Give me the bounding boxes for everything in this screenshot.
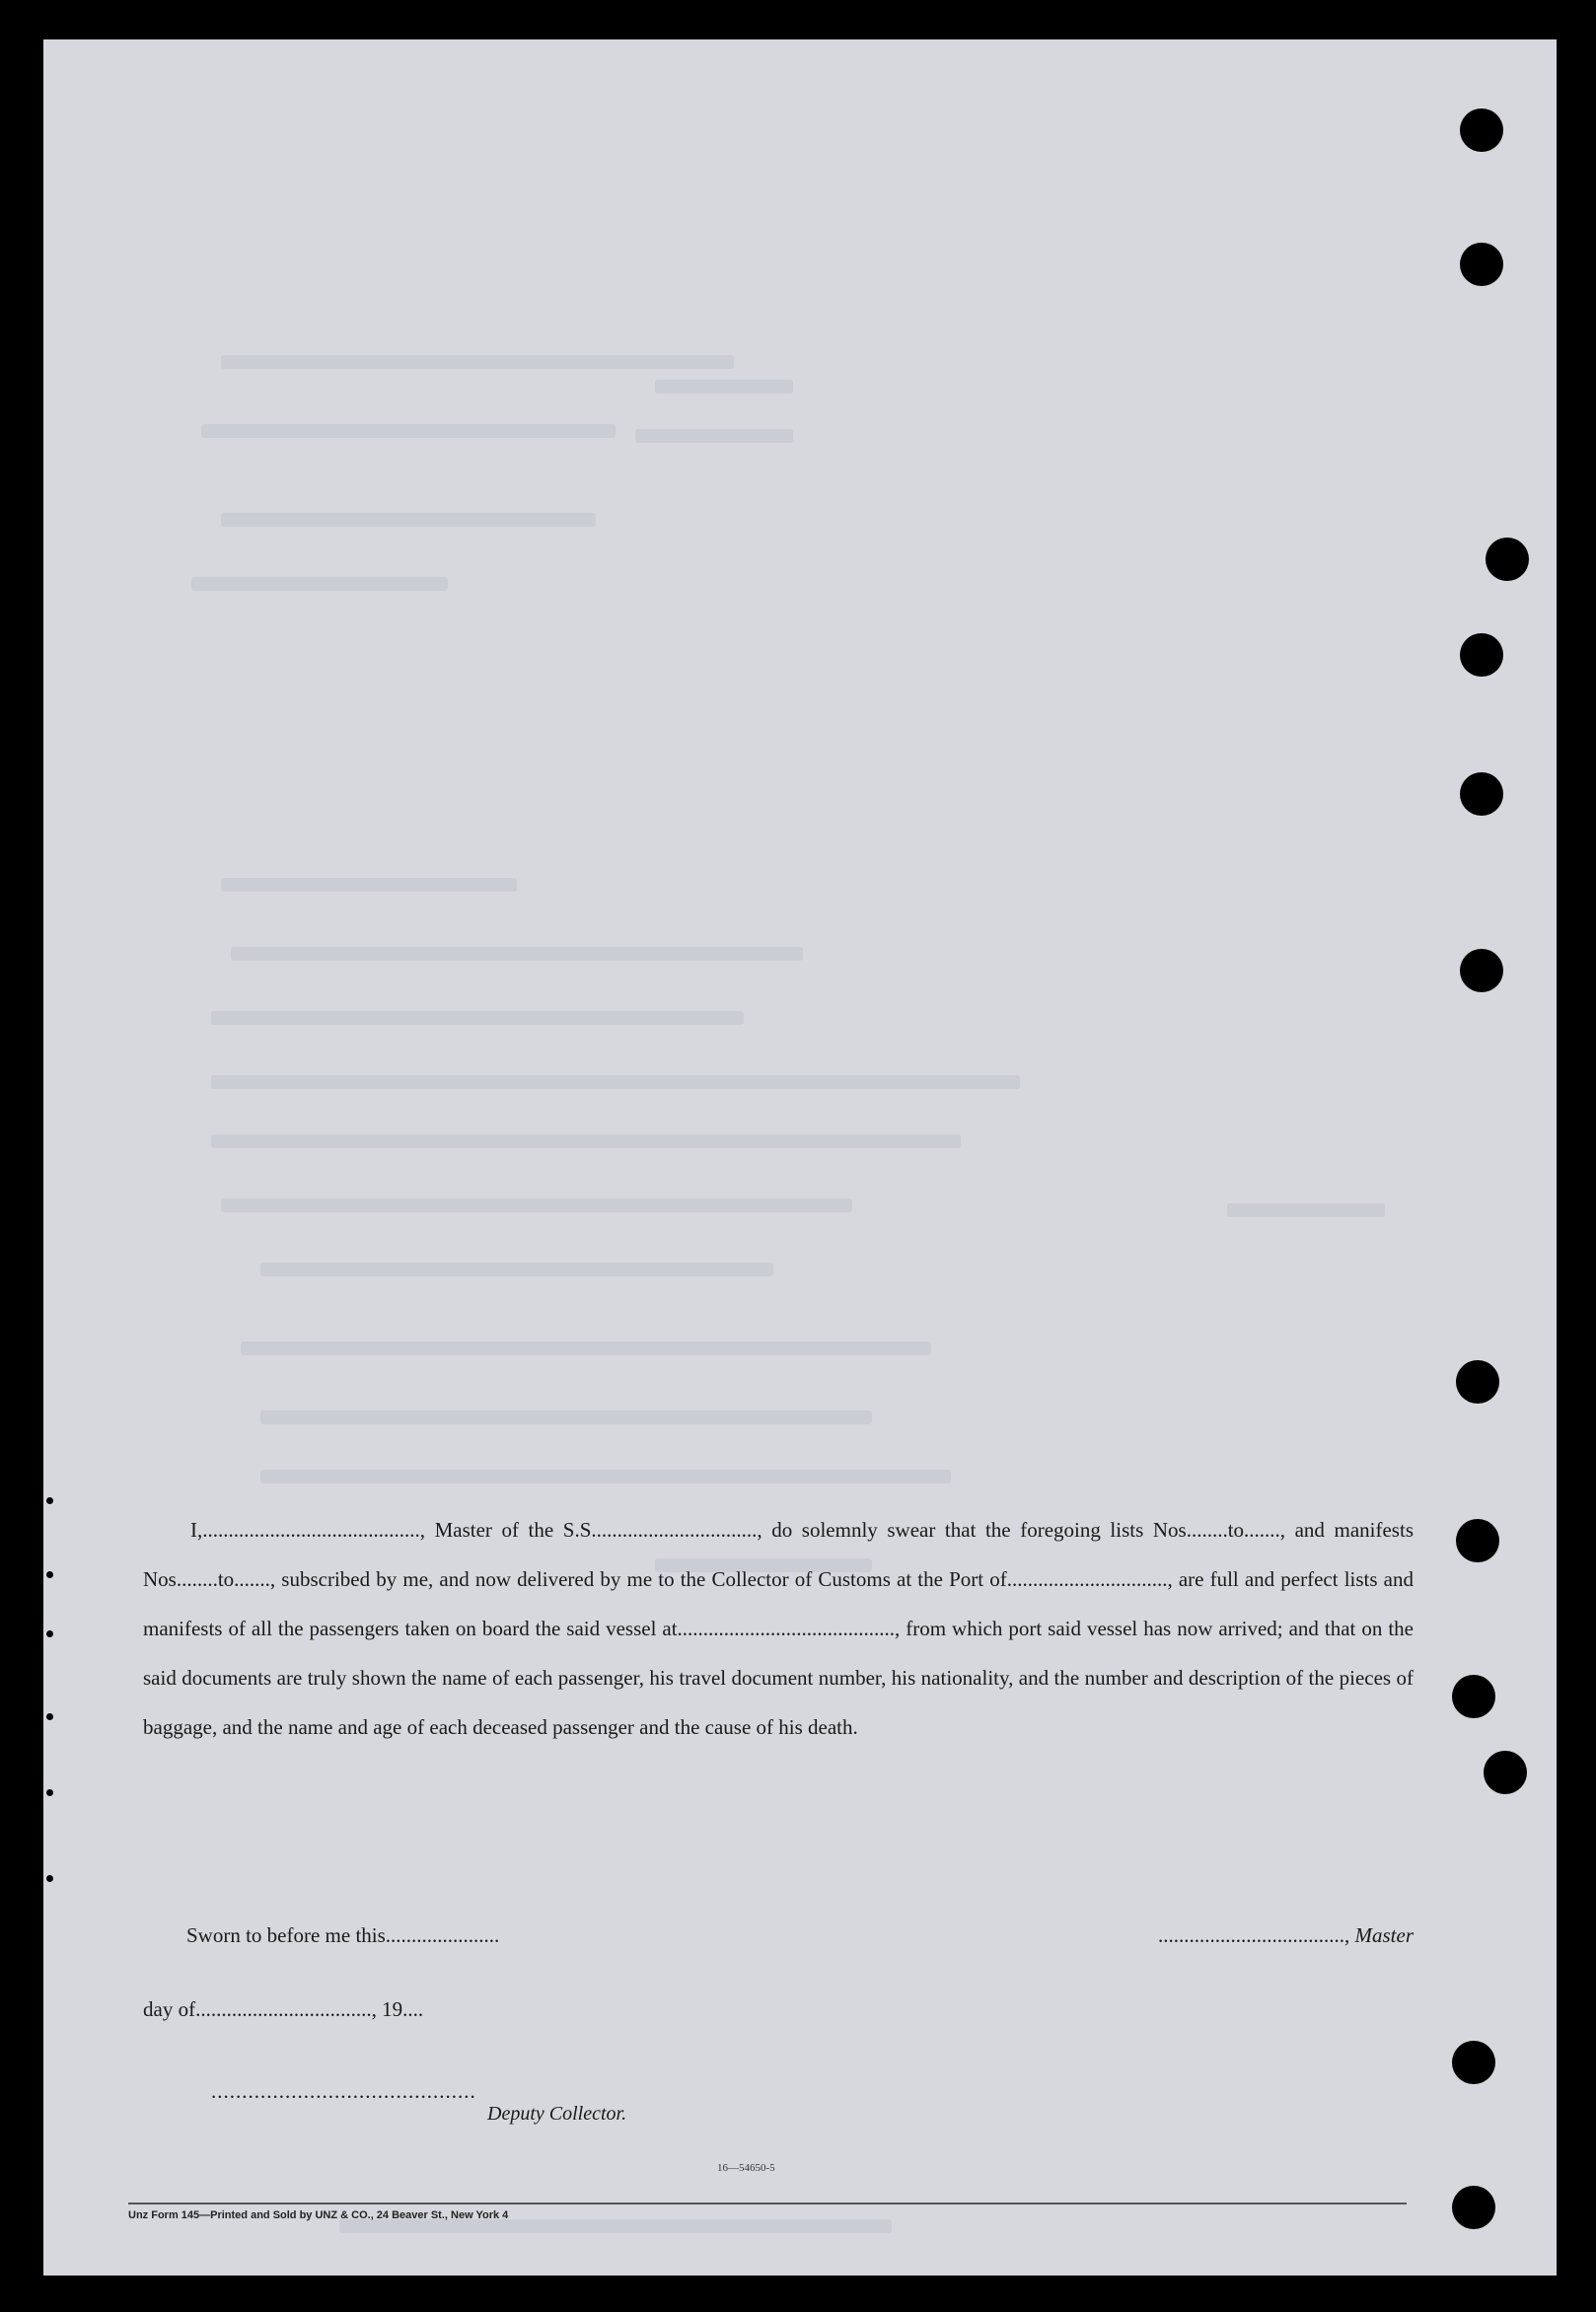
edge-speck <box>46 1789 53 1796</box>
binder-hole <box>1460 243 1503 286</box>
master-label: Master <box>1354 1923 1414 1947</box>
edge-speck <box>46 1875 53 1882</box>
edge-speck <box>46 1630 53 1637</box>
printer-imprint: Unz Form 145—Printed and Sold by UNZ & CO., 24 Beaver St., New York 4 <box>128 2209 509 2221</box>
master-dots: ...................................., <box>1158 1923 1350 1947</box>
document-page <box>43 39 1557 2276</box>
deputy-collector-label: Deputy Collector. <box>487 2103 627 2125</box>
divider <box>128 2203 1407 2204</box>
edge-speck <box>46 1497 53 1504</box>
binder-hole <box>1456 1519 1499 1562</box>
binder-hole <box>1452 2041 1495 2084</box>
binder-hole <box>1486 538 1529 581</box>
sworn-label: Sworn to before me this...................... <box>186 1923 500 1947</box>
edge-speck <box>46 1713 53 1720</box>
master-signature-line <box>1158 1923 1414 1948</box>
binder-hole <box>1460 108 1503 152</box>
form-number: 16—54650-5 <box>717 2162 775 2174</box>
binder-hole <box>1460 633 1503 677</box>
oath-paragraph <box>143 1505 1414 1752</box>
binder-hole <box>1460 772 1503 816</box>
edge-speck <box>46 1571 53 1578</box>
deputy-signature-dots: ........................................... <box>211 2079 476 2103</box>
binder-hole <box>1456 1360 1499 1404</box>
day-line: day of.................................., 19.... <box>143 1997 424 2021</box>
binder-hole <box>1452 1675 1495 1718</box>
sworn-row <box>186 1923 1414 1963</box>
binder-hole <box>1460 949 1503 992</box>
binder-hole <box>1452 2186 1495 2229</box>
binder-hole <box>1484 1751 1527 1794</box>
oath-text: I,.........................................., Master of the S.S................................, do solemnly swear that the foregoing lists Nos........to......., and manifests Nos........to......., subscribed by me, and now delivered by me to the Collector of Customs at the Port of..............................., are full and perfect lists and manifests of all the passengers taken on board the said vessel at.........................................., from which port said vessel has now arrived; and that on the said documents are truly shown the name of each passenger, his travel document number, his nationality, and the number and description of the pieces of baggage, and the name and age of each deceased passenger and the cause of his death. <box>143 1518 1414 1739</box>
